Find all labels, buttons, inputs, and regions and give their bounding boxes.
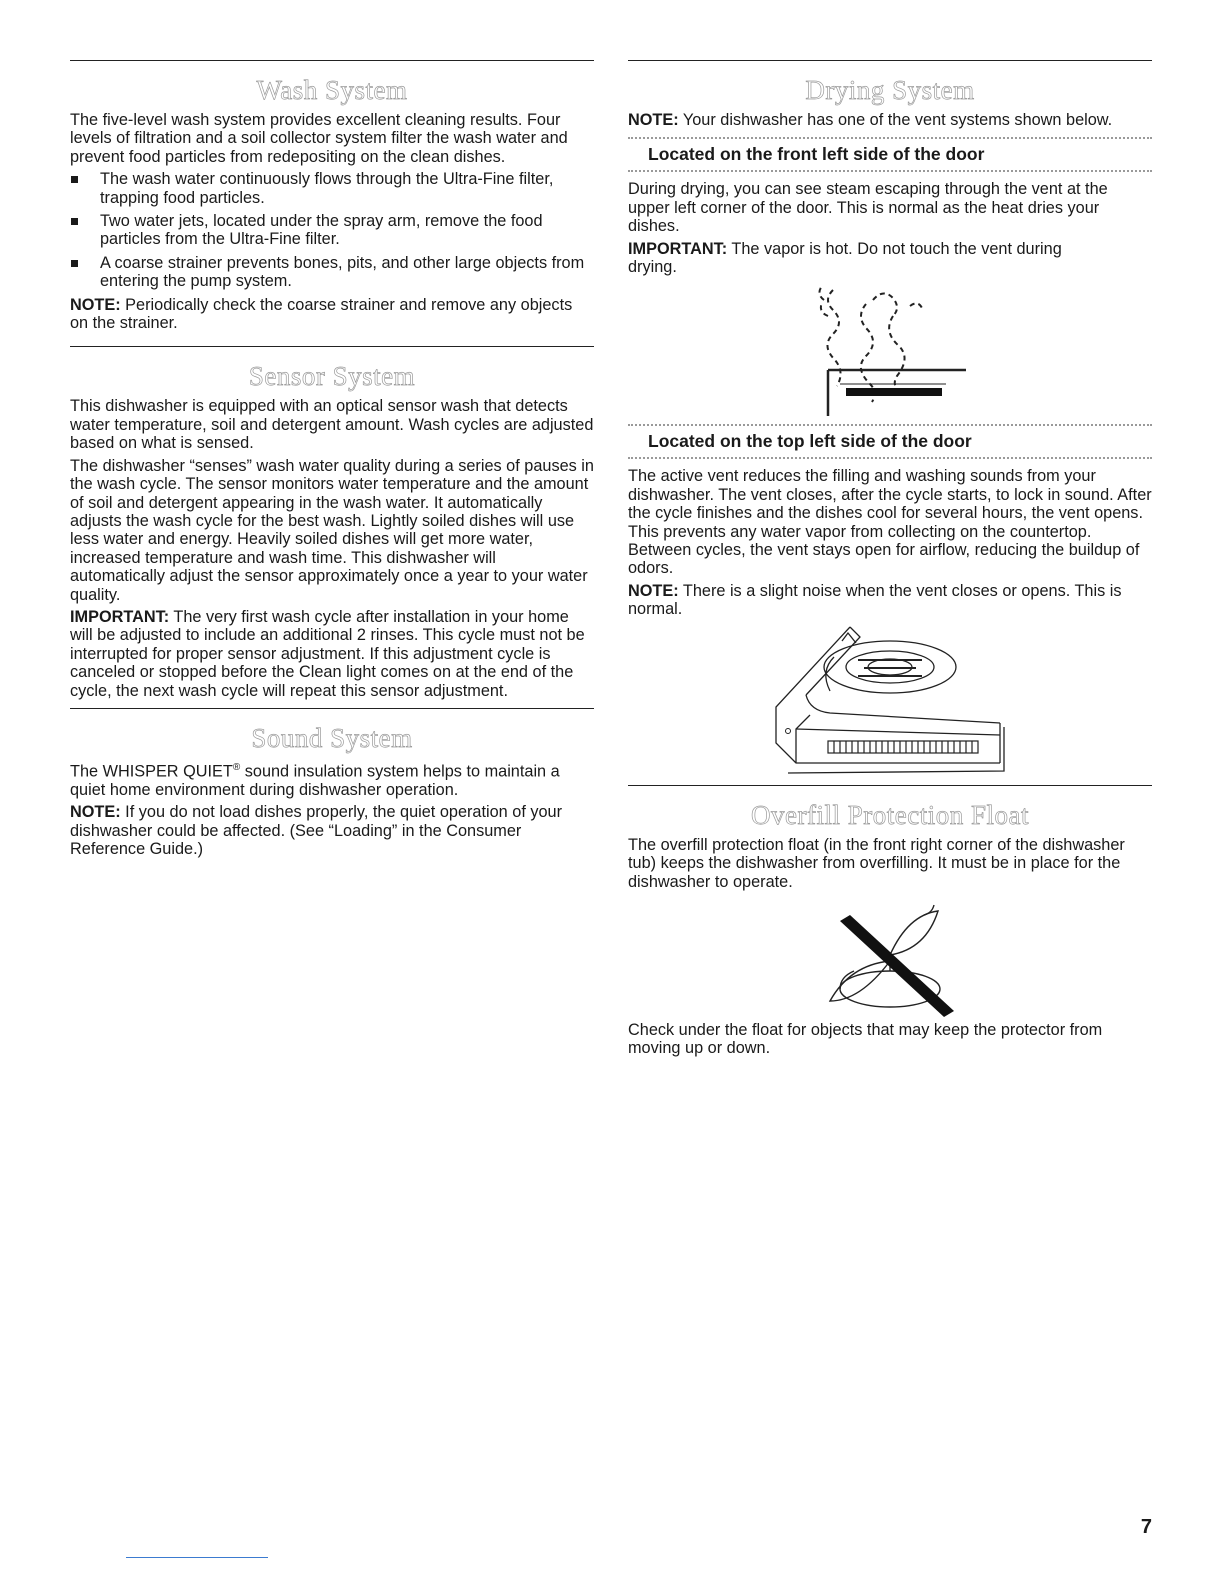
sensor-system-p2: The dishwasher “senses” wash water quality during a series of pauses in the wash cycle. The sensor monitors water temperature and the amount of soil and detergent appearing in the wash water. It automatically adjusts the wash cycle for the best wash. Lightly soiled dishes will use less water and energy. Heavily soiled dishes will get more water, increased temperature and wash time. This dishwasher will automatically adjust the sensor approximately once a year to your water quality. [70, 456, 594, 604]
front-vent-important: IMPORTANT: The vapor is hot. Do not touch the vent during drying. [628, 239, 1062, 277]
square-bullet-icon [71, 176, 78, 183]
top-vent-subhead: Located on the top left side of the door [648, 431, 972, 452]
active-vent-illustration [628, 623, 1152, 775]
square-bullet-icon [71, 260, 78, 267]
wash-system-note: NOTE: Periodically check the coarse strainer and remove any objects on the strainer. [70, 295, 573, 333]
steam-vent-icon [628, 280, 1152, 416]
overfill-heading: Overfill Protection Float [751, 799, 1029, 830]
sound-system-heading: Sound System [251, 722, 413, 753]
wash-system-section [70, 60, 594, 332]
overfill-section [628, 785, 1152, 1058]
section-rule [628, 60, 1152, 61]
sensor-system-section [70, 346, 594, 700]
top-vent-note: NOTE: There is a slight noise when the vent closes or opens. This is normal. [628, 581, 1122, 619]
overfill-float-icon [628, 895, 1152, 1021]
wash-system-intro: The five-level wash system provides excellent cleaning results. Four levels of filtration and a soil collector system filter the wash water and prevent food particles from redepositing on the clean dishes. [70, 111, 568, 166]
front-vent-subhead: Located on the front left side of the door [648, 144, 985, 165]
dotted-divider [628, 457, 1152, 459]
square-bullet-icon [71, 218, 78, 225]
section-rule [628, 785, 1152, 786]
bullet-item: A coarse strainer prevents bones, pits, and other large objects from entering the pump system. [70, 254, 594, 291]
dotted-divider [628, 137, 1152, 139]
bullet-item: The wash water continuously flows through the Ultra-Fine filter, trapping food particles. [70, 170, 594, 207]
bullet-item: Two water jets, located under the spray arm, remove the food particles from the Ultra-Fine filter. [70, 212, 594, 249]
sound-system-note: NOTE: If you do not load dishes properly, the quiet operation of your dishwasher could be affected. (See “Loading” in the Consumer Reference Guide.) [70, 803, 563, 859]
overfill-p1: The overfill protection float (in the front right corner of the dishwasher tub) keeps the dishwasher from overfilling. It must be in place for the dishwasher to operate. [628, 835, 1125, 891]
footer-line [126, 1557, 268, 1558]
wash-system-heading: Wash System [256, 75, 408, 105]
dotted-divider [628, 170, 1152, 172]
dotted-divider [628, 424, 1152, 426]
drying-system-heading: Drying System [805, 75, 975, 105]
sensor-system-important: IMPORTANT: The very first wash cycle after installation in your home will be adjusted to include an additional 2 rinses. This cycle must not be interrupted for proper sensor adjustment. If this adjustment cycle is canceled or stopped before the Clean light comes on at the end of the cycle, the next wash cycle will repeat this sensor adjustment. [70, 607, 585, 700]
top-vent-p1: The active vent reduces the filling and washing sounds from your dishwasher. The vent closes, after the cycle starts, to lock in sound. After the cycle finishes and the dishes cool for several hours, the vent opens. This prevents any water vapor from collecting on the countertop. Between cycles, the vent stays open for airflow, reducing the buildup of odors. [628, 467, 1152, 578]
active-vent-icon [628, 623, 1152, 775]
left-column [70, 60, 594, 862]
sensor-system-heading: Sensor System [248, 361, 416, 392]
steam-vent-illustration [628, 280, 1152, 416]
drying-system-note: NOTE: Your dishwasher has one of the vent systems shown below. [628, 111, 1113, 129]
sensor-system-p1: This dishwasher is equipped with an optical sensor wash that detects water temperature, soil and detergent amount. Wash cycles are adjusted based on what is sensed. [70, 397, 594, 453]
section-rule [70, 346, 594, 347]
section-rule [70, 708, 594, 709]
section-rule [70, 60, 594, 61]
front-vent-p1: During drying, you can see steam escaping through the vent at the upper left corner of the door. This is normal as the heat dries your dishes. [628, 180, 1108, 236]
vent-slots [828, 741, 978, 753]
registered-mark: ® [232, 761, 241, 773]
wash-system-bullets [70, 170, 594, 290]
sound-system-p1: The WHISPER QUIET® sound insulation system helps to maintain a quiet home environment during dishwasher operation. [70, 761, 560, 799]
sound-system-section [70, 708, 594, 858]
page-number: 7 [1140, 1516, 1152, 1538]
right-column [628, 60, 1152, 1062]
overfill-p2: Check under the float for objects that may keep the protector from moving up or down. [628, 1020, 1103, 1058]
overfill-float-illustration [628, 895, 1152, 1021]
drying-system-section [628, 60, 1152, 775]
